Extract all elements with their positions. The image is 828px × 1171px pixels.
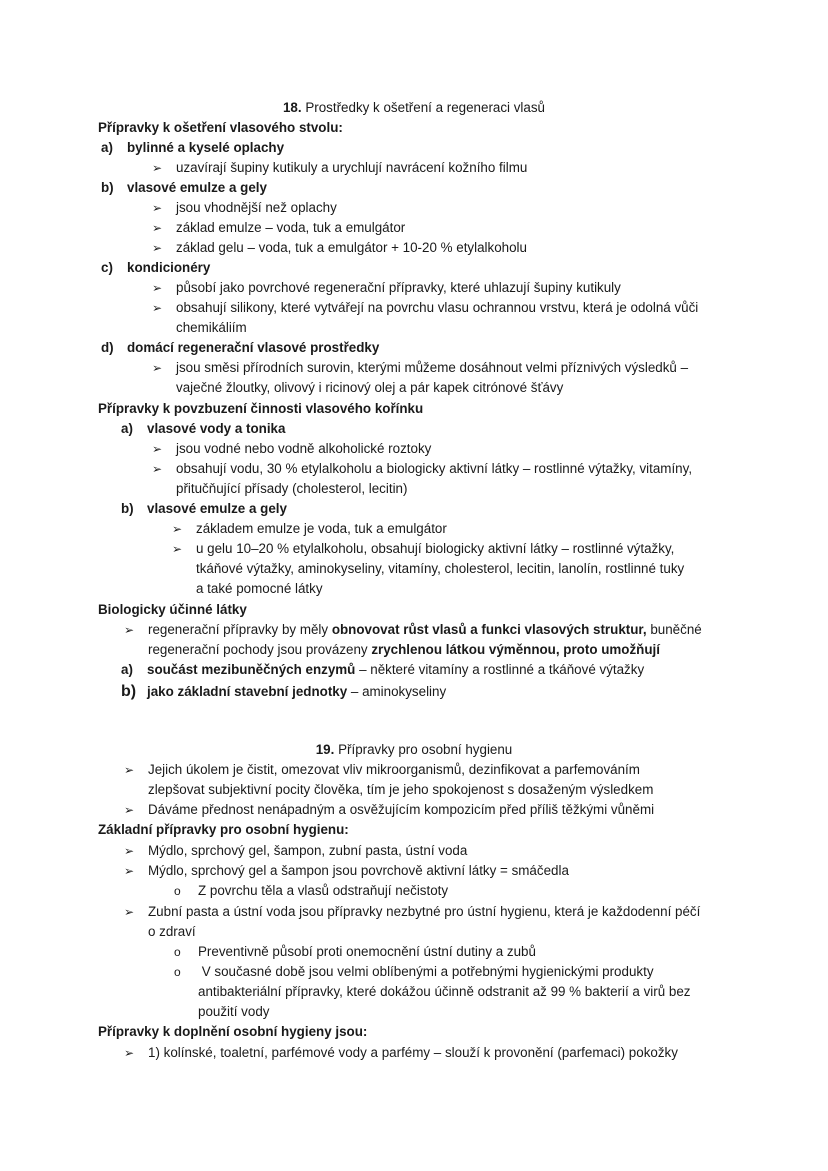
arrow-bullet-icon: ➢ [124,763,135,777]
bullet-text: Dáváme přednost nenápadným a osvěžujícím kompozicím před příliš těžkými vůněmi [148,802,655,817]
bullet-text: Zubní pasta a ústní voda jsou přípravky nezbytné pro ústní hygienu, která je každodenní péčí [148,904,701,919]
bullet-text: Mýdlo, sprchový gel, šampon, zubní pasta, ústní voda [148,843,468,858]
arrow-bullet-icon: ➢ [152,301,163,315]
bullet-item [172,539,674,559]
bullet-text-bold: zrychlenou látkou výměnnou, proto umožňují [371,642,660,657]
bullet-text: Preventivně působí proti onemocnění ústní dutiny a zubů [198,944,536,959]
bullet-item [124,902,700,922]
arrow-bullet-icon: ➢ [152,221,163,235]
arrow-bullet-icon: ➢ [124,623,135,637]
arrow-bullet-icon: ➢ [152,161,163,175]
list-label: b) [121,683,137,700]
list-title: bylinné a kyselé oplachy [127,140,285,155]
bullet-text: V současné době jsou velmi oblíbenými a potřebnými hygienickými produkty [198,964,654,979]
bullet-item [152,158,527,178]
bullet-continuation: chemikáliím [176,320,247,335]
bullet-item [152,278,621,298]
circle-bullet-icon: o [174,884,181,898]
list-title: jako základní stavební jednotky [147,684,348,699]
arrow-bullet-icon: ➢ [124,803,135,817]
arrow-bullet-icon: ➢ [172,522,183,536]
circle-bullet-icon: o [174,945,181,959]
arrow-bullet-icon: ➢ [152,201,163,215]
bullet-text: uzavírají šupiny kutikuly a urychlují navrácení kožního filmu [176,160,528,175]
circle-bullet-icon: o [174,965,181,979]
bullet-text: Z povrchu těla a vlasů odstraňují nečistoty [198,883,449,898]
bullet-item [152,358,688,378]
arrow-bullet-icon: ➢ [152,281,163,295]
arrow-bullet-icon: ➢ [172,542,183,556]
bullet-continuation: zlepšovat subjektivní pocity člověka, tím je jeho spokojenost s dosaženým výsledkem [148,782,654,797]
bullet-item [124,620,702,640]
list-item-a [101,138,284,158]
list-item-b [121,499,287,519]
list-item-b [101,178,267,198]
list-title: součást mezibuněčných enzymů [147,662,356,677]
bullet-item [152,238,527,258]
bullet-continuation: použití vody [198,1004,270,1019]
section-number: 18. [282,100,302,115]
part-heading: Přípravky k ošetření vlasového stvolu: [98,120,343,135]
bullet-text: jsou směsi přírodních surovin, kterými můžeme dosáhnout velmi příznivých výsledků – [176,360,689,375]
bullet-text: obsahují vodu, 30 % etylalkoholu a biologicky aktivní látky – rostlinné výtažky, vitamíny, [176,461,693,476]
bullet-text: působí jako povrchové regenerační přípravky, které uhlazují šupiny kutikuly [176,280,621,295]
bullet-item [124,800,654,820]
sub-bullet-item [174,962,654,982]
list-label: d) [101,340,114,355]
arrow-bullet-icon: ➢ [152,361,163,375]
bullet-text-bold: obnovovat růst vlasů a funkci vlasových struktur, [331,622,647,637]
bullet-text: jsou vodné nebo vodně alkoholické roztoky [176,441,432,456]
list-text: – některé vitamíny a rostlinné a tkáňové výtažky [355,662,645,677]
bullet-item [172,519,447,539]
bullet-text: Mýdlo, sprchový gel a šampon jsou povrchově aktivní látky = smáčedla [148,863,569,878]
bullet-text: Jejich úkolem je čistit, omezovat vliv mikroorganismů, dezinfikovat a parfemováním [148,762,640,777]
bullet-item [152,298,698,318]
bullet-item [124,841,467,861]
bullet-continuation: o zdraví [148,924,196,939]
bullet-text: základ emulze – voda, tuk a emulgátor [176,220,406,235]
bullet-continuation: tkáňové výtažky, aminokyseliny, vitamíny, cholesterol, lecitin, lanolín, rostlinné tuky [196,561,685,576]
list-title: vlasové emulze a gely [147,501,287,516]
bullet-continuation: antibakteriální přípravky, které dokážou účinně odstranit až 99 % bakterií a virů bez [198,984,691,999]
part-heading: Přípravky k doplnění osobní hygieny jsou: [98,1024,368,1039]
arrow-bullet-icon: ➢ [124,864,135,878]
list-label: a) [121,421,133,436]
bullet-text: u gelu 10–20 % etylalkoholu, obsahují biologicky aktivní látky – rostlinné výtažky, [196,541,675,556]
bullet-item [124,861,569,881]
bullet-text: základem emulze je voda, tuk a emulgátor [196,521,447,536]
sub-bullet-item [174,881,448,901]
bullet-text: obsahují silikony, které vytvářejí na povrchu vlasu ochrannou vrstvu, která je odolná vůči [176,300,699,315]
bullet-text: jsou vhodnější než oplachy [176,200,337,215]
section-title-text: Prostředky k ošetření a regeneraci vlasů [305,100,546,115]
list-item-a [121,660,644,680]
bullet-text: regenerační pochody jsou provázeny [148,642,372,657]
arrow-bullet-icon: ➢ [152,462,163,476]
bullet-continuation: přitučňující přísady (cholesterol, lecitin) [176,481,408,496]
list-label: b) [101,180,114,195]
section-18-title [0,98,828,118]
list-label: a) [121,662,133,677]
bullet-item [152,439,431,459]
arrow-bullet-icon: ➢ [124,1046,135,1060]
list-title: domácí regenerační vlasové prostředky [127,340,380,355]
bullet-continuation [148,640,660,660]
part-heading: Biologicky účinné látky [98,602,247,617]
list-item-b [121,682,446,702]
bullet-item [124,760,640,780]
part-heading: Přípravky k povzbuzení činnosti vlasového kořínku [98,401,424,416]
section-title-text: Přípravky pro osobní hygienu [338,742,513,757]
bullet-continuation: a také pomocné látky [196,581,323,596]
bullet-text: základ gelu – voda, tuk a emulgátor + 10-20 % etylalkoholu [176,240,527,255]
arrow-bullet-icon: ➢ [124,844,135,858]
list-item-d [101,338,379,358]
section-number: 19. [315,742,335,757]
bullet-text: 1) kolínské, toaletní, parfémové vody a parfémy – slouží k provonění (parfemaci) pokožky [148,1045,678,1060]
list-label: a) [101,140,113,155]
list-text: – aminokyseliny [347,684,447,699]
bullet-item [152,198,337,218]
bullet-text: buněčné [646,622,702,637]
list-title: kondicionéry [127,260,211,275]
arrow-bullet-icon: ➢ [152,241,163,255]
list-title: vlasové vody a tonika [147,421,286,436]
section-19-title [0,740,828,760]
part-heading: Základní přípravky pro osobní hygienu: [98,822,349,837]
bullet-item [152,459,692,479]
bullet-item [152,218,405,238]
list-label: b) [121,501,134,516]
list-item-c [101,258,210,278]
list-label: c) [101,260,113,275]
list-item-a [121,419,285,439]
bullet-continuation: vaječné žloutky, olivový i ricinový olej a pár kapek citrónové šťávy [176,380,564,395]
bullet-text: regenerační přípravky by měly [148,622,332,637]
arrow-bullet-icon: ➢ [152,442,163,456]
arrow-bullet-icon: ➢ [124,905,135,919]
bullet-item [124,1043,678,1063]
sub-bullet-item [174,942,536,962]
list-title: vlasové emulze a gely [127,180,267,195]
